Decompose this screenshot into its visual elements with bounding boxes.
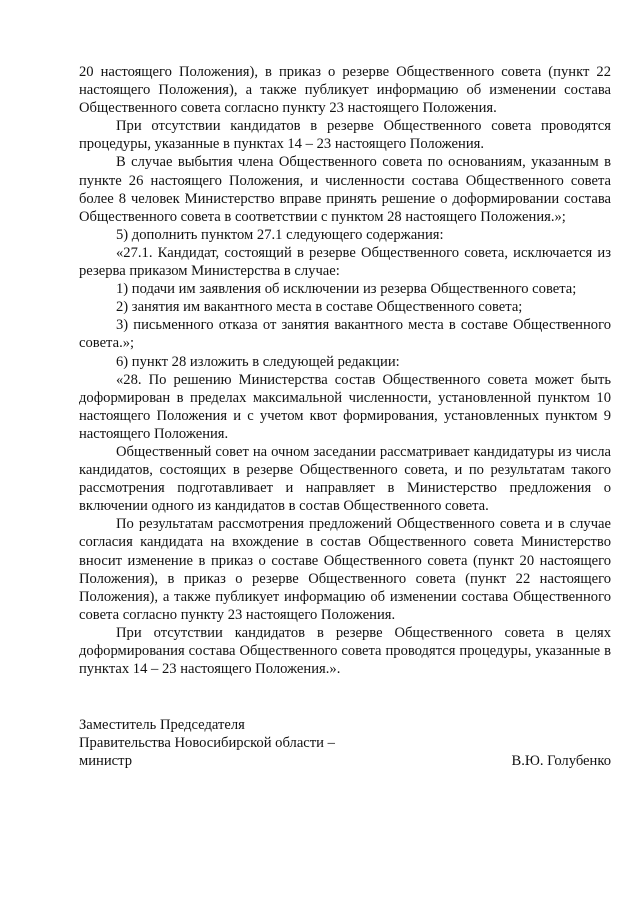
signatory-name: В.Ю. Голубенко bbox=[511, 753, 611, 770]
paragraph: «28. По решению Министерства состав Общественного совета может быть доформирован в пределах максимальной численности, установленной пунктом 10 настоящего Положения и с учетом квот формирования, установленных пунктом 9 настоящего Положения. bbox=[79, 371, 611, 442]
signatory-position-line-1: Заместитель Председателя bbox=[79, 717, 245, 733]
paragraph: 5) дополнить пунктом 27.1 следующего содержания: bbox=[116, 226, 444, 243]
paragraph: 6) пункт 28 изложить в следующей редакции: bbox=[116, 353, 400, 370]
signature-block bbox=[79, 716, 611, 770]
paragraph: «27.1. Кандидат, состоящий в резерве Общественного совета, исключается из резерва приказом Министерства в случае: bbox=[79, 244, 611, 280]
signature-last-row bbox=[79, 752, 611, 770]
paragraph: При отсутствии кандидатов в резерве Общественного совета в целях доформирования состава Общественного совета проводятся процедуры, указанные в пунктах 14 – 23 настоящего Положения.». bbox=[79, 624, 611, 678]
paragraph: 3) письменного отказа от занятия вакантного места в составе Общественного совета.»; bbox=[79, 317, 611, 352]
paragraph: 20 настоящего Положения), в приказ о резерве Общественного совета (пункт 22 настоящего Положения), а также публикует информацию об изменении состава Общественного совета согласно пункту 23 настоящего Положения. bbox=[79, 64, 611, 117]
paragraph: 1) подачи им заявления об исключении из резерва Общественного совета; bbox=[116, 281, 577, 298]
signatory-position-line-3: министр bbox=[79, 753, 132, 770]
paragraph: При отсутствии кандидатов в резерве Общественного совета проводятся процедуры, указанные в пунктах 14 – 23 настоящего Положения. bbox=[79, 118, 611, 153]
paragraph: По результатам рассмотрения предложений Общественного совета и в случае согласия кандидата на вхождение в состав Общественного совета Министерство вносит изменение в приказ о составе Общественного совета (пункт 20 настоящего Положения), в приказ о резерве Общественного совета (пункт 22 настоящего Положения), а также публикует информацию об изменении состава Общественного совета согласно пункту 23 настоящего Положения. bbox=[79, 516, 611, 623]
paragraph: 2) занятия им вакантного места в составе Общественного совета; bbox=[116, 299, 523, 316]
document-body bbox=[79, 63, 611, 678]
paragraph: В случае выбытия члена Общественного совета по основаниям, указанным в пункте 26 настоящего Положения, и численности состава Общественного совета более 8 человек Министерство вправе принять решение о доформировании состава Общественного совета в соответствии с пунктом 28 настоящего Положения.»; bbox=[79, 154, 611, 225]
signatory-position-line-2: Правительства Новосибирской области – bbox=[79, 735, 335, 752]
paragraph: Общественный совет на очном заседании рассматривает кандидатуры из числа кандидатов, состоящих в резерве Общественного совета, и по результатам такого рассмотрения подготавливает и направляет в Министерство предложения о включении одного из кандидатов в состав Общественного совета. bbox=[79, 443, 611, 515]
